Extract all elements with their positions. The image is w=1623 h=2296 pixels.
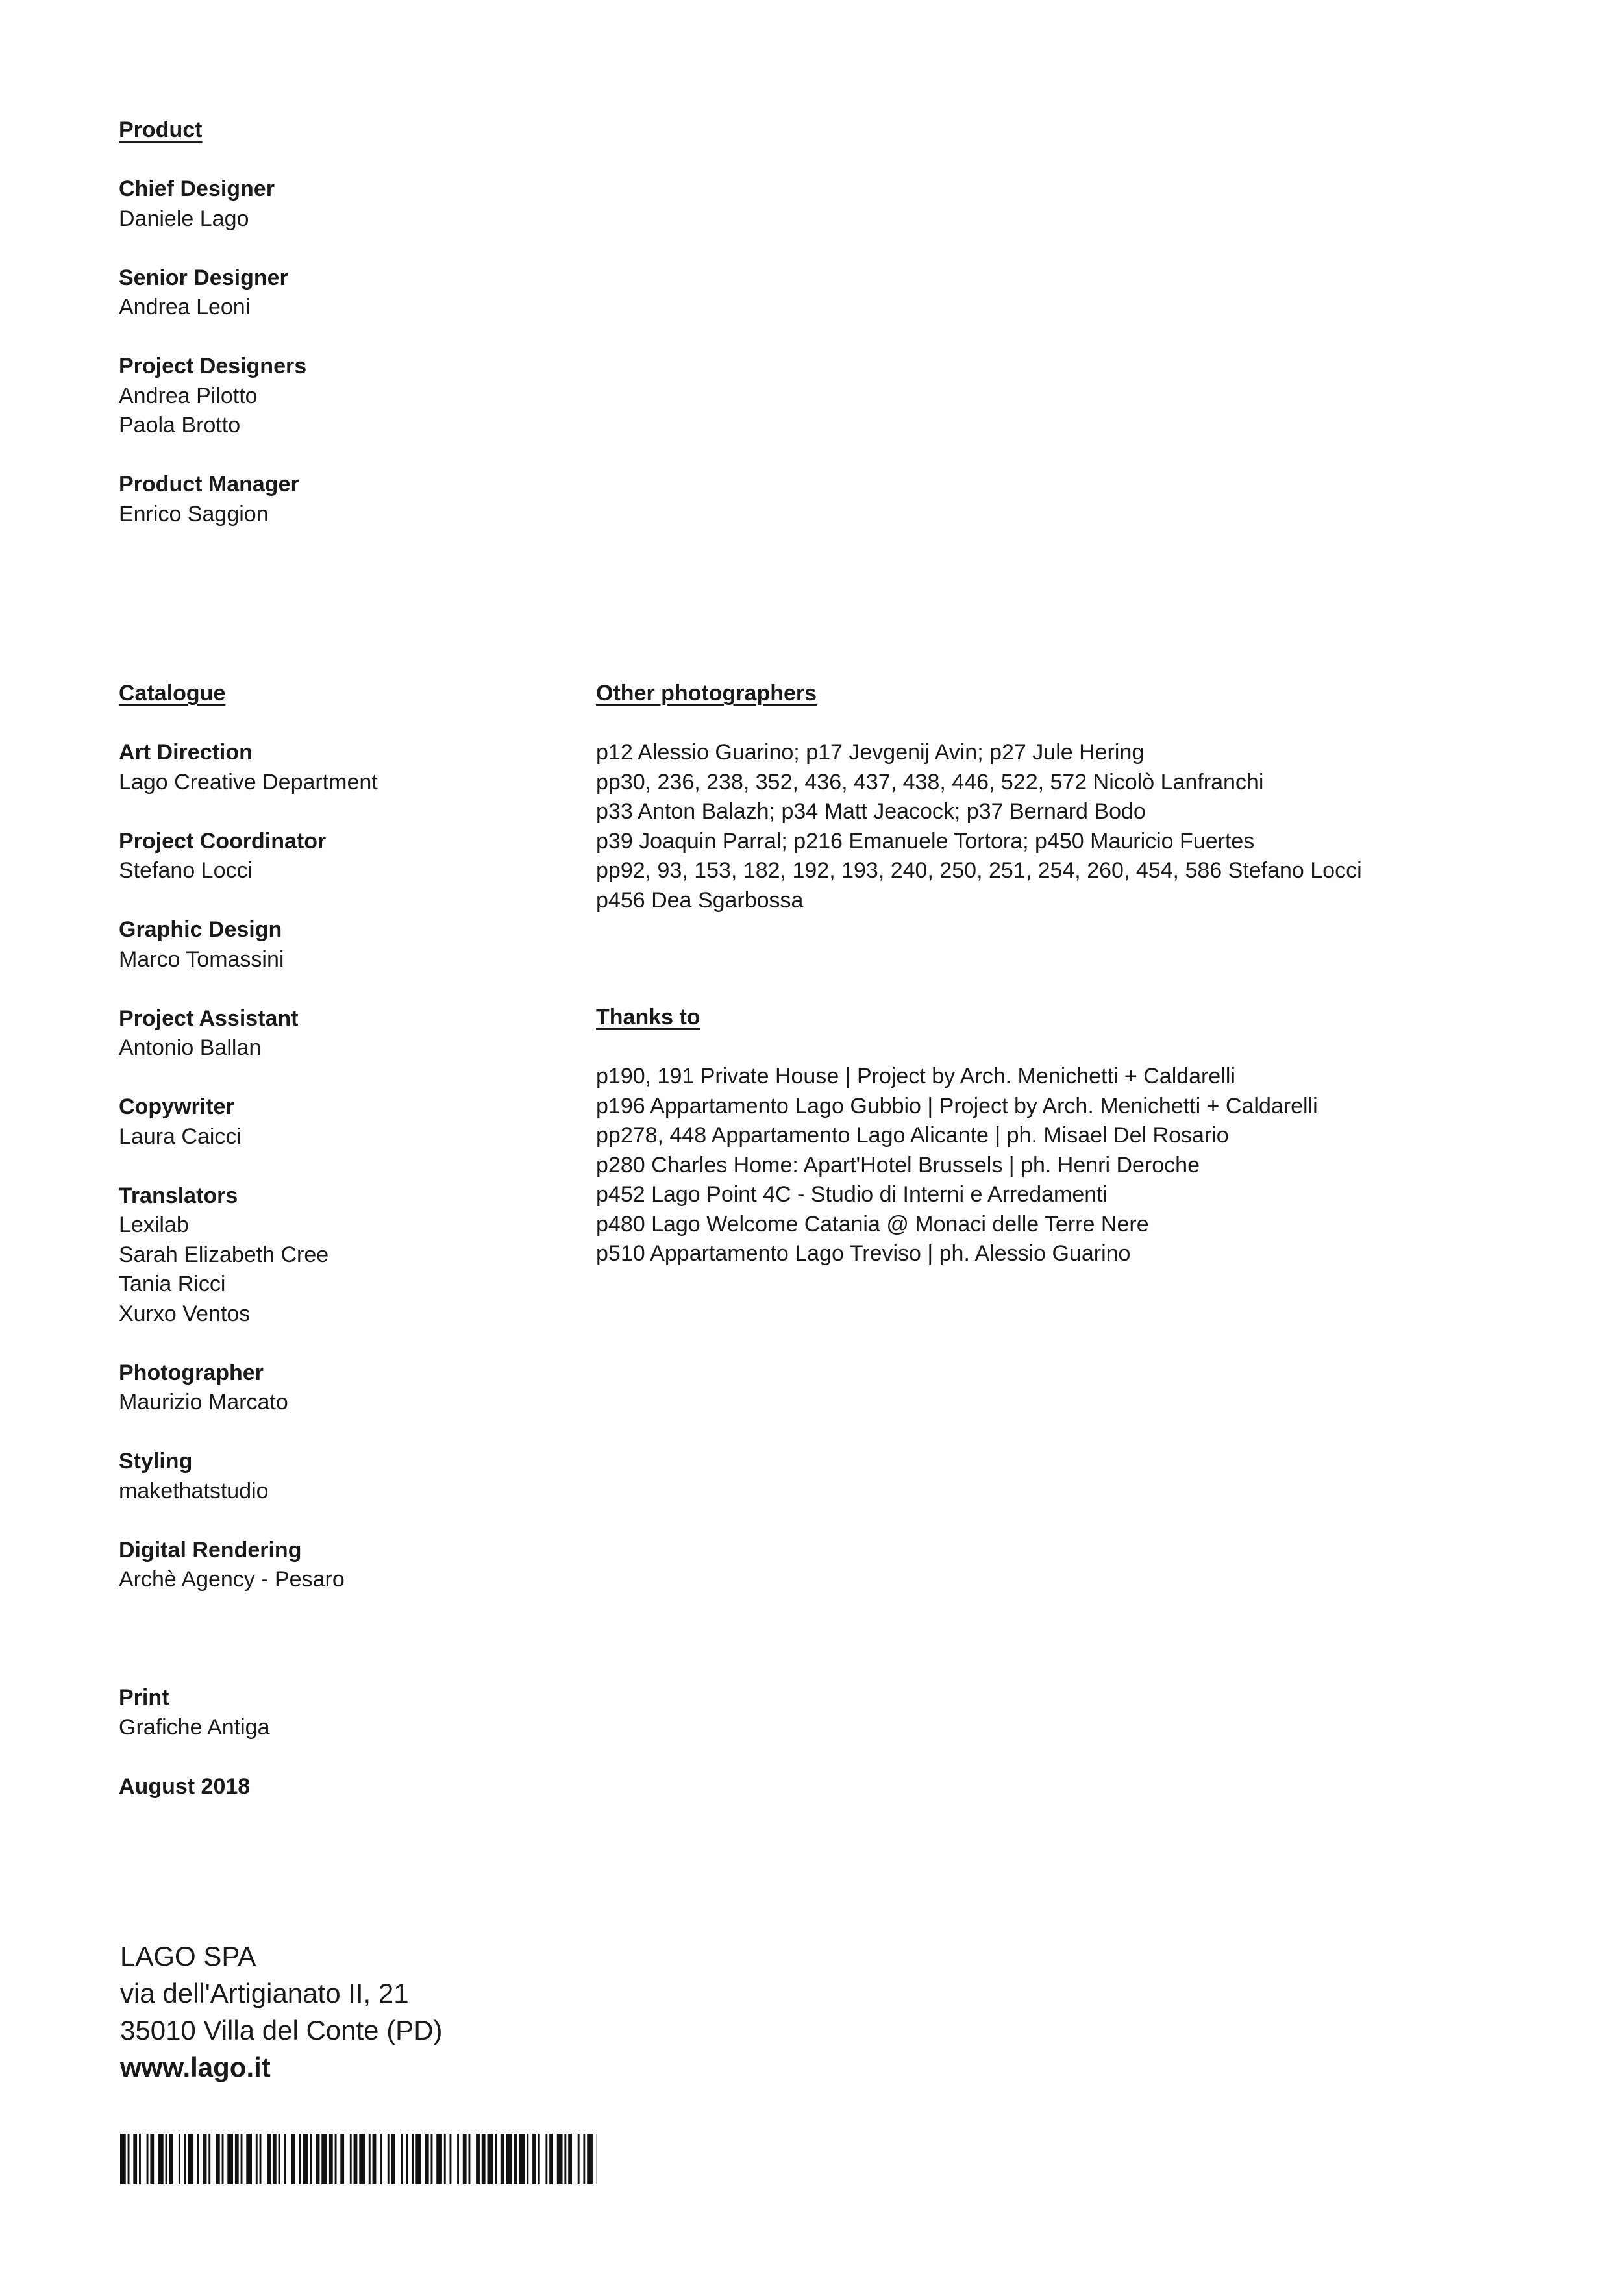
barcode-bar (538, 2134, 540, 2184)
city-address: 35010 Villa del Conte (PD) (120, 2015, 443, 2045)
credit-role: Project Designers (119, 354, 307, 378)
barcode-bar (359, 2134, 365, 2184)
barcode-bar (406, 2134, 408, 2184)
barcode-bar (583, 2134, 585, 2184)
barcode-bar (316, 2134, 320, 2184)
barcode-bar (463, 2134, 467, 2184)
barcode-bar (133, 2134, 137, 2184)
barcode-bar (260, 2134, 262, 2184)
barcode-bar (412, 2134, 414, 2184)
barcode-bar (179, 2134, 180, 2184)
credit-name: Enrico Saggion (119, 501, 269, 526)
other-photographers-section (596, 679, 1570, 915)
barcode-bar (545, 2134, 547, 2184)
barcode-bar (128, 2134, 130, 2184)
thanks-to-title: Thanks to (596, 1005, 700, 1030)
barcode-bar (139, 2134, 141, 2184)
barcode-bar (401, 2134, 403, 2184)
barcode-bar (488, 2134, 493, 2184)
barcode-bar (587, 2134, 593, 2184)
barcode-bar (158, 2134, 164, 2184)
thanks-line: pp278, 448 Appartamento Lago Alicante | ph. Misael Del Rosario (596, 1123, 1229, 1148)
credit-role: Project Coordinator (119, 828, 327, 854)
barcode-bar (415, 2134, 421, 2184)
barcode-bar (335, 2134, 337, 2184)
credit-role: Project Assistant (119, 1006, 299, 1031)
barcode-bar (519, 2134, 525, 2184)
barcode-icon (120, 2134, 597, 2184)
credit-role: Graphic Design (119, 917, 282, 942)
barcode-bar (354, 2134, 358, 2184)
barcode-bar (329, 2134, 333, 2184)
credit-role: Senior Designer (119, 265, 288, 290)
credit-role: Photographer (119, 1360, 264, 1385)
credit-name: Archè Agency - Pesaro (119, 1567, 345, 1592)
barcode-bar (501, 2134, 504, 2184)
barcode-bar (527, 2134, 528, 2184)
barcode-bar (273, 2134, 277, 2184)
photo-credit-line: p39 Joaquin Parral; p216 Emanuele Tortora; p450 Mauricio Fuertes (596, 828, 1255, 854)
credit-name: Paola Brotto (119, 413, 241, 438)
barcode-bar (216, 2134, 220, 2184)
barcode-bar (482, 2134, 486, 2184)
barcode-bar (267, 2134, 271, 2184)
barcode-bar (549, 2134, 553, 2184)
street-address: via dell'Artigianato II, 21 (120, 1978, 409, 2008)
barcode-bar (284, 2134, 286, 2184)
barcode-bar (568, 2134, 572, 2184)
barcode-bar (444, 2134, 446, 2184)
barcode-bar (557, 2134, 563, 2184)
credit-name: Sarah Elizabeth Cree (119, 1242, 329, 1267)
credit-name: Antonio Ballan (119, 1035, 262, 1060)
print-role: Print (119, 1685, 169, 1710)
catalogue-section (119, 679, 573, 1801)
credit-role: Art Direction (119, 740, 253, 765)
credit-name: Lexilab (119, 1213, 189, 1237)
website-link[interactable]: www.lago.it (120, 2052, 271, 2082)
credit-name: Stefano Locci (119, 858, 253, 883)
thanks-line: p190, 191 Private House | Project by Arch. Menichetti + Caldarelli (596, 1064, 1235, 1089)
barcode-bar (388, 2134, 390, 2184)
catalogue-title: Catalogue (119, 681, 226, 706)
barcode-bar (299, 2134, 301, 2184)
barcode-bar (436, 2134, 442, 2184)
barcode-bar (578, 2134, 580, 2184)
thanks-line: p280 Charles Home: Apart'Hotel Brussels | ph. Henri Deroche (596, 1152, 1200, 1178)
print-name: Grafiche Antiga (119, 1714, 270, 1740)
barcode-bar (241, 2134, 243, 2184)
barcode-bar (235, 2134, 239, 2184)
barcode-bar (169, 2134, 173, 2184)
product-section (119, 116, 573, 529)
barcode-bar (469, 2134, 471, 2184)
company-address (120, 1938, 443, 2086)
photo-credit-line: pp92, 93, 153, 182, 192, 193, 240, 250, 251, 254, 260, 454, 586 Stefano Locci (596, 858, 1362, 883)
barcode-bar (350, 2134, 352, 2184)
credit-role: Digital Rendering (119, 1537, 302, 1562)
barcode-bar (303, 2134, 308, 2184)
photo-credit-line: pp30, 236, 238, 352, 436, 437, 438, 446, 522, 572 Nicolò Lanfranchi (596, 769, 1264, 795)
barcode-bar (188, 2134, 193, 2184)
photo-credit-line: p12 Alessio Guarino; p17 Jevgenij Avin; p27 Jule Hering (596, 740, 1145, 765)
barcode-bar (203, 2134, 207, 2184)
barcode-bar (380, 2134, 382, 2184)
barcode-bar (564, 2134, 566, 2184)
photo-credit-line: p33 Anton Balazh; p34 Matt Jeacock; p37 Bernard Bodo (596, 799, 1146, 824)
credit-name: Tania Ricci (119, 1272, 226, 1296)
barcode-bar (495, 2134, 497, 2184)
barcode-bar (291, 2134, 295, 2184)
barcode-bar (450, 2134, 452, 2184)
barcode-bar (369, 2134, 371, 2184)
barcode-bar (222, 2134, 224, 2184)
barcode-bar (476, 2134, 480, 2184)
barcode-bar (227, 2134, 233, 2184)
barcode-bar (279, 2134, 280, 2184)
barcode-bar (246, 2134, 252, 2184)
credit-name: Andrea Pilotto (119, 383, 258, 408)
publication-date: August 2018 (119, 1773, 251, 1799)
barcode-bar (506, 2134, 512, 2184)
photo-credit-line: p456 Dea Sgarbossa (596, 887, 804, 913)
credit-name: Xurxo Ventos (119, 1301, 251, 1326)
barcode-bar (514, 2134, 517, 2184)
credit-name: makethatstudio (119, 1478, 269, 1503)
barcode-bar (184, 2134, 186, 2184)
barcode-bar (208, 2134, 210, 2184)
credit-role: Product Manager (119, 472, 299, 497)
barcode-bar (150, 2134, 154, 2184)
barcode-bar (391, 2134, 395, 2184)
barcode-bar (340, 2134, 344, 2184)
credit-role: Copywriter (119, 1094, 234, 1119)
barcode-bar (425, 2134, 429, 2184)
barcode-bar (256, 2134, 258, 2184)
credit-role: Chief Designer (119, 177, 275, 201)
barcode-bar (321, 2134, 327, 2184)
barcode-bar (310, 2134, 312, 2184)
other-photographers-title: Other photographers (596, 681, 817, 706)
barcode-bar (373, 2134, 377, 2184)
credit-name: Lago Creative Department (119, 769, 378, 795)
barcode-bar (120, 2134, 126, 2184)
barcode-bar (147, 2134, 149, 2184)
barcode-bar (197, 2134, 199, 2184)
barcode-bar (457, 2134, 459, 2184)
thanks-line: p196 Appartamento Lago Gubbio | Project by Arch. Menichetti + Caldarelli (596, 1093, 1318, 1118)
thanks-line: p452 Lago Point 4C - Studio di Interni e Arredamenti (596, 1182, 1108, 1207)
credit-name: Marco Tomassini (119, 946, 284, 972)
credit-name: Daniele Lago (119, 206, 249, 231)
barcode-bar (431, 2134, 433, 2184)
credit-name: Maurizio Marcato (119, 1390, 288, 1414)
thanks-line: p480 Lago Welcome Catania @ Monaci delle Terre Nere (596, 1211, 1149, 1237)
credit-name: Andrea Leoni (119, 295, 251, 319)
product-title: Product (119, 117, 203, 142)
barcode-bar (532, 2134, 536, 2184)
credit-role: Styling (119, 1449, 193, 1474)
company-name: LAGO SPA (120, 1941, 256, 1971)
thanks-to-section (596, 1003, 1570, 1269)
thanks-line: p510 Appartamento Lago Treviso | ph. Alessio Guarino (596, 1241, 1131, 1266)
barcode-bar (166, 2134, 167, 2184)
credit-name: Laura Caicci (119, 1124, 242, 1149)
credit-role: Translators (119, 1183, 238, 1208)
